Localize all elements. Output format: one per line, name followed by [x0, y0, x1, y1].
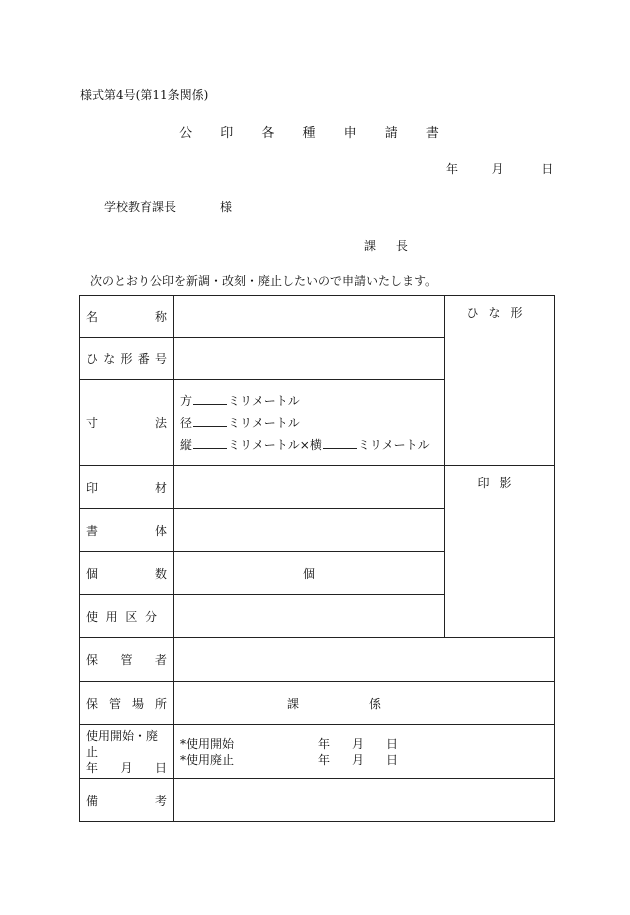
application-table — [79, 295, 555, 822]
keeper-label: 保 管 者 — [80, 638, 174, 682]
size-rect-line: 縦 ミリメートル×横 ミリメートル — [180, 437, 430, 452]
date-day: 日 — [541, 162, 554, 176]
usage-field[interactable] — [174, 595, 445, 638]
table-row — [80, 466, 555, 509]
typeface-field[interactable] — [174, 509, 445, 552]
applicant-title: 課 長 — [364, 239, 416, 253]
usage-end-line: *使用廃止 年 月 日 — [180, 752, 399, 767]
material-label: 印 材 — [80, 466, 174, 509]
usage-start-line: *使用開始 年 月 日 — [180, 736, 399, 751]
form-number: 様式第4号(第11条関係) — [80, 88, 209, 102]
table-row — [80, 296, 555, 338]
typeface-label: 書 体 — [80, 509, 174, 552]
table-row — [80, 779, 555, 822]
usage-start-label: *使用開始 — [180, 736, 235, 751]
material-field[interactable] — [174, 466, 445, 509]
model-number-label: ひ な 形 番 号 — [80, 338, 174, 380]
impression-cell — [445, 466, 555, 638]
table-row — [80, 682, 555, 725]
storage-subsection: 係 — [369, 696, 382, 711]
intro-text: 次のとおり公印を新調・改刻・廃止したいので申請いたします。 — [90, 274, 438, 288]
count-field[interactable] — [174, 552, 445, 595]
usage-dates-label: 使用開始・廃止 年 月 日 — [80, 725, 174, 779]
date-month: 月 — [491, 162, 504, 176]
usage-end-label: *使用廃止 — [180, 752, 235, 767]
addressee — [104, 198, 232, 215]
addressee-title: 学校教育課長 — [104, 200, 177, 214]
size-label: 寸 法 — [80, 380, 174, 466]
model-number-field[interactable] — [174, 338, 445, 380]
count-label: 個 数 — [80, 552, 174, 595]
application-date — [446, 160, 553, 177]
usage-dates-field[interactable] — [174, 725, 555, 779]
table-row — [80, 638, 555, 682]
storage-place-field[interactable] — [174, 682, 555, 725]
impression-heading: 印影 — [477, 476, 522, 490]
table-row — [80, 725, 555, 779]
name-label: 名 称 — [80, 296, 174, 338]
blank-line[interactable] — [193, 415, 227, 427]
remarks-label: 備 考 — [80, 779, 174, 822]
size-diameter-line: 径 ミリメートル — [180, 415, 300, 430]
name-field[interactable] — [174, 296, 445, 338]
page-title: 公 印 各 種 申 請 書 — [179, 126, 451, 141]
blank-line[interactable] — [323, 437, 357, 449]
size-square-line: 方 ミリメートル — [180, 393, 300, 408]
storage-place-label: 保 管 場 所 — [80, 682, 174, 725]
storage-section: 課 — [286, 696, 299, 711]
count-unit: 個 — [302, 566, 315, 581]
size-field[interactable] — [174, 380, 445, 466]
usage-label: 使 用 区 分 — [80, 595, 174, 638]
remarks-field[interactable] — [174, 779, 555, 822]
blank-line[interactable] — [193, 437, 227, 449]
hinagata-cell — [445, 296, 555, 466]
keeper-field[interactable] — [174, 638, 555, 682]
hinagata-heading: ひな形 — [466, 306, 533, 320]
addressee-honorific: 様 — [220, 200, 233, 214]
date-year: 年 — [446, 162, 459, 176]
blank-line[interactable] — [193, 393, 227, 405]
